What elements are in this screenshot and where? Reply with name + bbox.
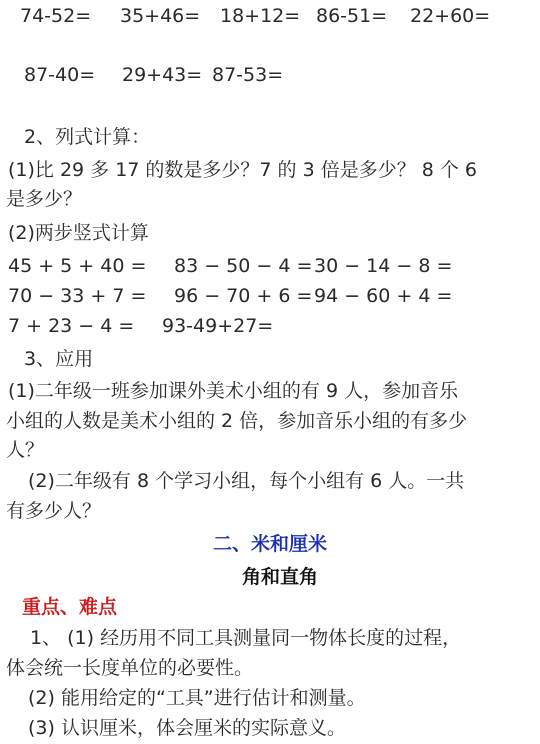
oral-calc-item: 86-51= [316,5,388,27]
calc-item: 7 + 23 − 4 = [8,315,135,337]
question-text: 有多少人？ [6,500,102,522]
question-text: (1)二年级一班参加课外美术小组的有 9 人，参加音乐 [8,380,459,402]
oral-calc-item: 87-53= [212,64,284,86]
question-text: 是多少？ [6,188,83,210]
keypoint-text: (3) 认识厘米，体会厘米的实际意义。 [28,717,346,739]
keypoint-text: (2) 能用给定的“工具”进行估计和测量。 [28,687,366,709]
oral-calc-item: 87-40= [24,64,96,86]
keypoint-label: 重点、难点 [22,596,118,618]
subsection-heading: (2)两步竖式计算 [8,222,149,244]
question-text: 人？ [6,439,45,461]
keypoint-text: 1、 (1) 经历用不同工具测量同一物体长度的过程， [30,627,462,649]
section-heading: 2、列式计算： [24,126,151,148]
calc-item: 94 − 60 + 4 = [314,285,453,307]
oral-calc-item: 22+60= [410,5,491,27]
calc-item: 96 − 70 + 6 = [174,285,313,307]
question-text: (1)比 29 多 17 的数是多少？7 的 3 倍是多少？ 8 个 6 [8,159,478,181]
calc-item: 83 − 50 − 4 = [174,255,313,277]
oral-calc-item: 74-52= [20,5,92,27]
question-text: 小组的人数是美术小组的 2 倍，参加音乐小组的有多少 [6,410,468,432]
calc-item: 30 − 14 − 8 = [314,255,453,277]
calc-item: 93-49+27= [162,315,274,337]
calc-item: 70 − 33 + 7 = [8,285,147,307]
section-heading: 3、应用 [24,348,94,370]
unit-title: 二、米和厘米 [212,533,327,555]
oral-calc-item: 29+43= [122,64,203,86]
question-text: (2)二年级有 8 个学习小组，每个小组有 6 人。一共 [28,470,465,492]
oral-calc-item: 35+46= [120,5,201,27]
oral-calc-item: 18+12= [220,5,301,27]
calc-item: 45 + 5 + 40 = [8,255,147,277]
unit-subtitle: 角和直角 [241,566,318,588]
keypoint-text: 体会统一长度单位的必要性。 [6,657,254,679]
